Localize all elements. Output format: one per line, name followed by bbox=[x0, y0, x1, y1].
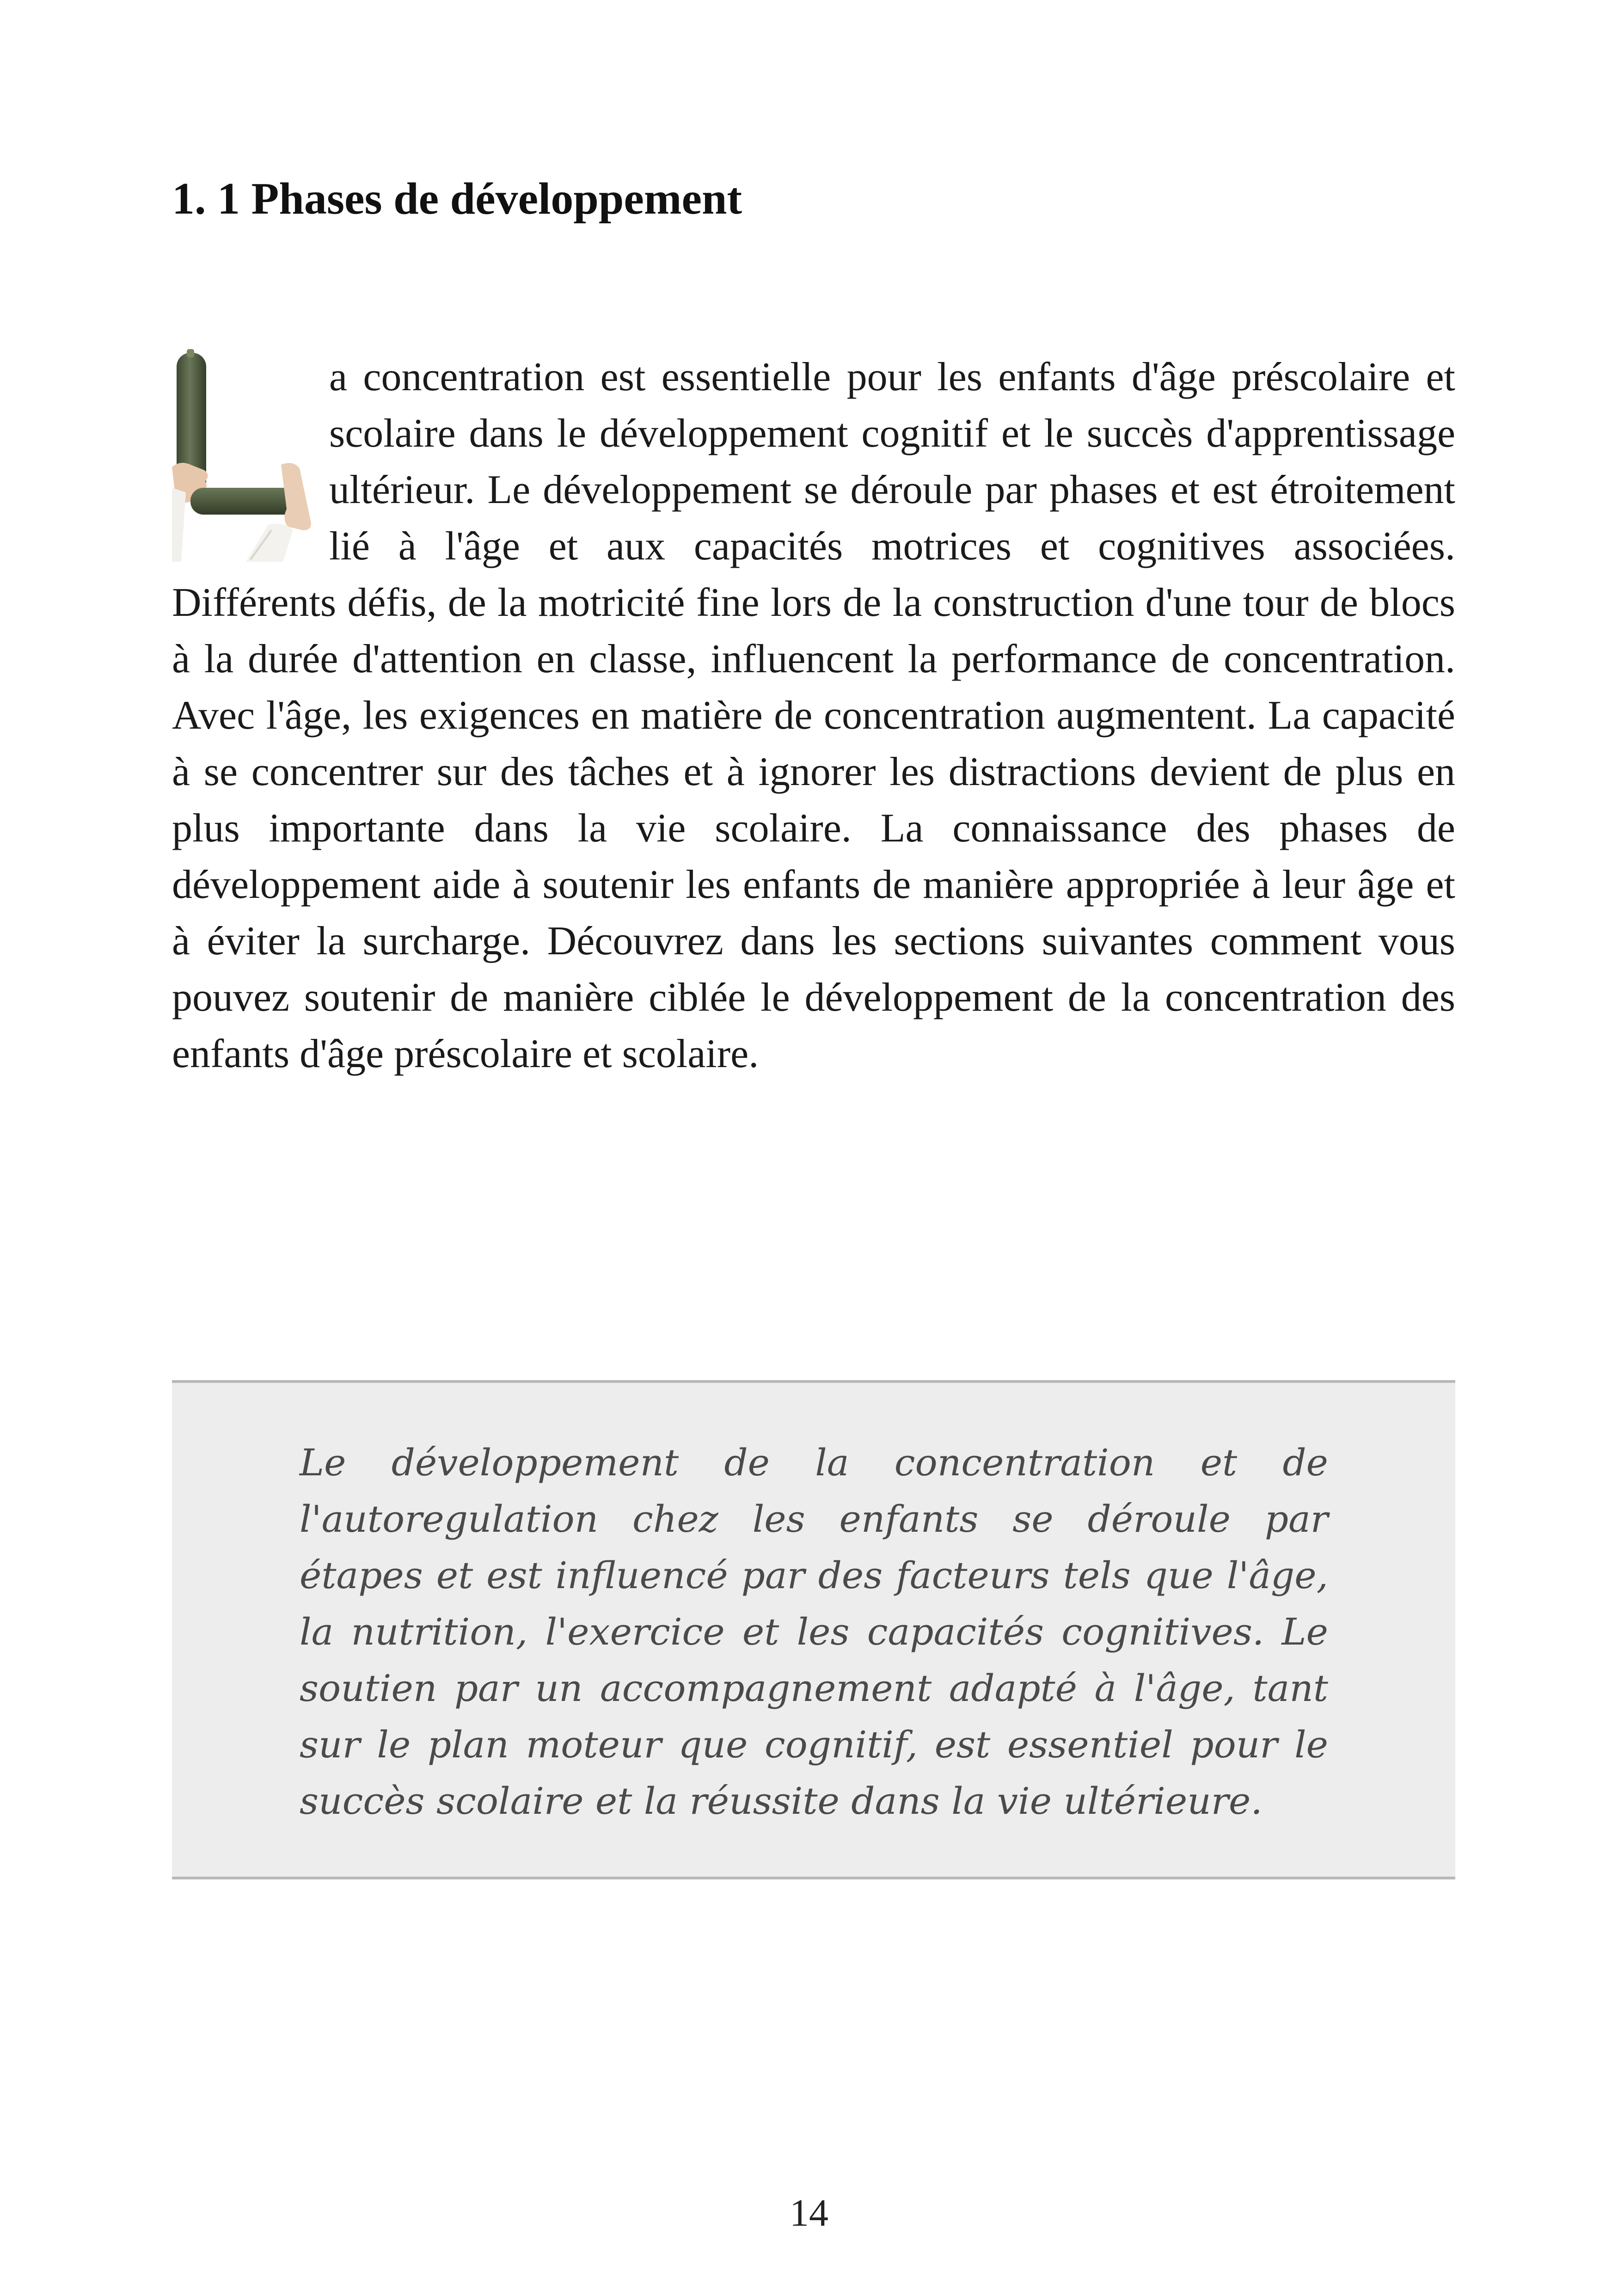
page-number: 14 bbox=[790, 2192, 828, 2235]
body-text-block bbox=[172, 349, 1455, 1082]
callout-box bbox=[172, 1380, 1455, 1879]
callout-text: Le développement de la concentration et de l'autoregulation chez les enfants se déroule par étapes et est influencé par des facteurs tels que l'âge, la nutrition, l'exercice et les capacités cognitives. Le soutien par un accompagnement adapté à l'âge, tant sur le plan moteur que cognitif, est essentiel pour le succès scolaire et la réussite dans la vie ultérieure. bbox=[300, 1441, 1328, 1823]
drop-cap-image bbox=[172, 349, 329, 566]
body-paragraph: a concentration est essentielle pour les enfants d'âge préscolaire et scolaire dans le développement cognitif et le succès d'apprentissage ultérieur. Le développement se déroule par phases et est étroitement lié à l'âge et aux capacités motrices et cognitives associées. Différents défis, de la motricité fine lors de la construction d'une tour de blocs à la durée d'attention en classe, influencent la performance de concentration. Avec l'âge, les exigences en matière de concentration augmentent. La capacité à se concentrer sur des tâches et à ignorer les distractions devient de plus en plus importante dans la vie scolaire. La connaissance des phases de développement aide à soutenir les enfants de manière appropriée à leur âge et à éviter la surcharge. Découvrez dans les sections suivantes comment vous pouvez soutenir de manière ciblée le développement de la concentration des enfants d'âge préscolaire et scolaire. bbox=[172, 355, 1455, 1076]
zucchini-and-hand-drop-cap-icon bbox=[172, 349, 320, 562]
page-title: 1. 1 Phases de développement bbox=[172, 174, 742, 224]
